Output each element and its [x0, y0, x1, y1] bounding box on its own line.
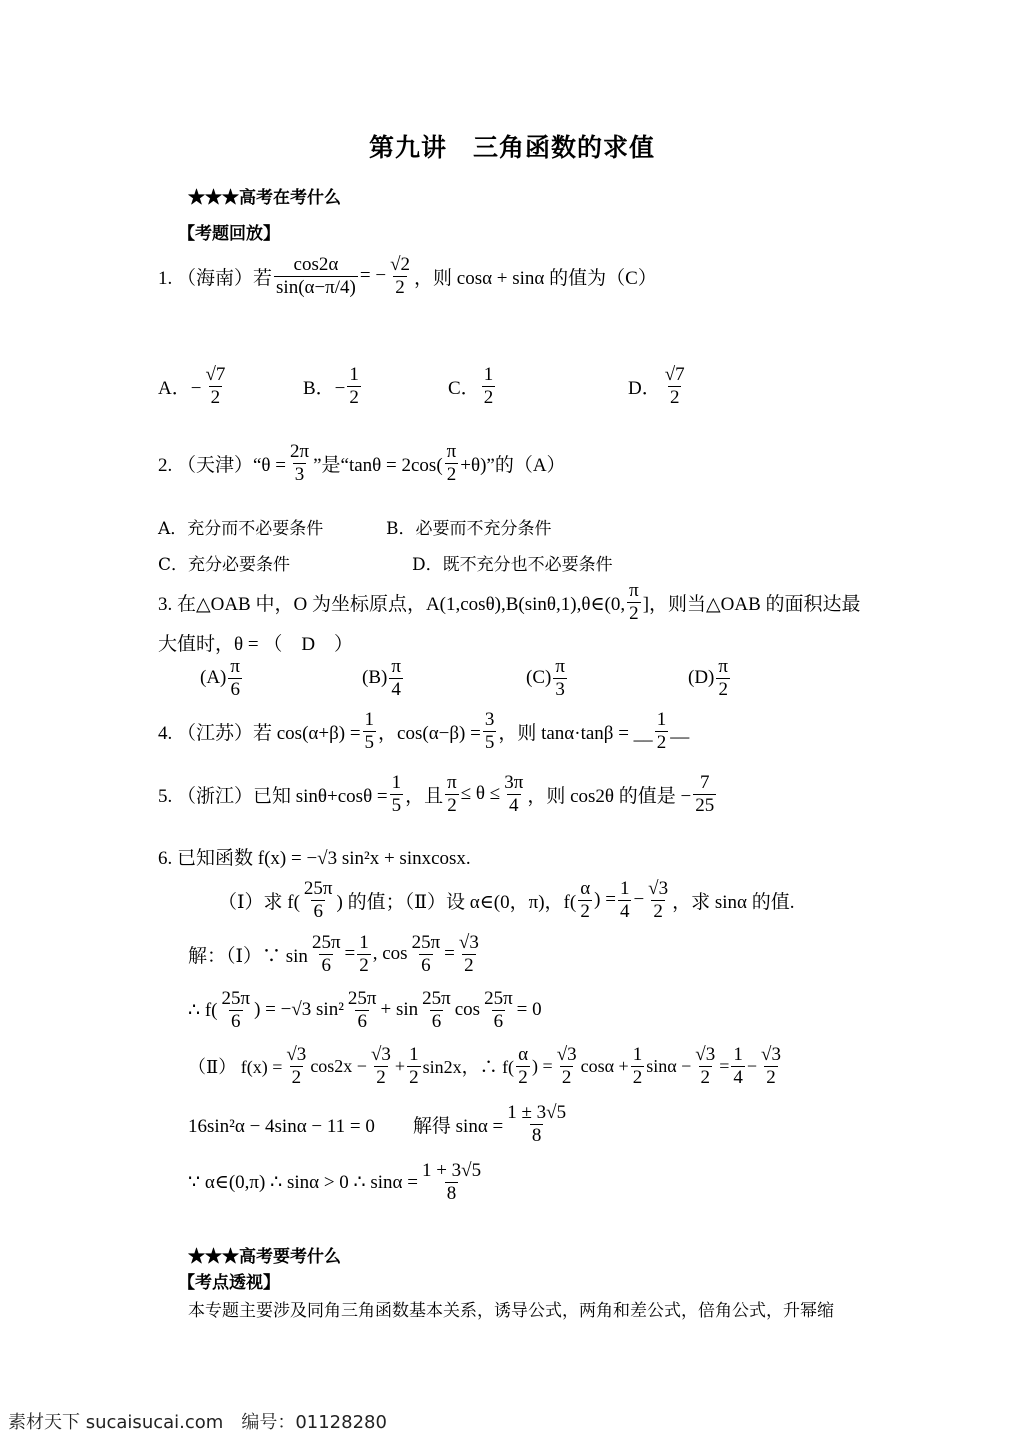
solution-step-3: （Ⅱ） f(x) = $\frac{√3}{2}$ cos2x − $\frac{√3}{2}$ + $\frac{1}{2}$ sin2x，∴ f( $\frac{\alpha}{2}$ ) = $\frac{√3}{2}$ cosα + $\frac{1}{2}$ sinα − $\frac{√3}{2}$ = $\frac{1}{4}$ − $\frac{√3}{2}$ — [188, 1044, 781, 1088]
page-title: 第九讲 三角函数的求值 — [368, 133, 655, 162]
watermark-text: 素材天下 sucaisucai.com 编号：01128280 — [8, 1412, 387, 1433]
q1-option-c: C． $\frac{1}{2}$ — [448, 364, 494, 408]
q2-option-d: D．既不充分也不必要条件 — [412, 555, 613, 575]
q1-rhs-fraction: $\frac{√2}{2}$ — [390, 254, 411, 298]
q1-option-b: B．− $\frac{1}{2}$ — [303, 364, 359, 408]
q1-fraction: $\frac{\cos 2\alpha}{\sin(\alpha-\pi/4)}$ — [276, 254, 356, 298]
q2-option-a: A．充分而不必要条件 — [158, 519, 324, 539]
q3-option-d: (D) $\frac{\pi}{2}$ — [688, 656, 728, 700]
question-2: 2. （天津）“θ = $\frac{2\pi}{3}$ ”是“tanθ = 2cos( $\frac{\pi}{2}$ +θ)”的（A） — [158, 441, 566, 485]
section-heading-exam-requirements: ★★★高考要考什么 — [188, 1247, 341, 1267]
question-1 — [158, 254, 657, 299]
question-6-parts: （Ⅰ）求 f( $\frac{25\pi}{6}$ ) 的值；（Ⅱ）设 α∈(0，π)，f( $\frac{\alpha}{2}$ ) = $\frac{1}{4}$ − $\frac{√3}{2}$ ，求 sinα 的值. — [218, 878, 795, 922]
q3-option-a: (A) $\frac{\pi}{6}$ — [200, 656, 240, 700]
q3-option-b: (B) $\frac{\pi}{4}$ — [362, 656, 401, 700]
q2-option-b: B．必要而不充分条件 — [386, 519, 552, 539]
paragraph-overview: 本专题主要涉及同角三角函数基本关系，诱导公式，两角和差公式，倍角公式，升幂缩 — [188, 1301, 834, 1321]
subheading-exam-review: 【考题回放】 — [178, 224, 280, 244]
solution-step-2: ∴ f( $\frac{25\pi}{6}$ ) = −√3 sin² $\frac{25\pi}{6}$ + sin $\frac{25\pi}{6}$ cos $\frac{25\pi}{6}$ = 0 — [188, 988, 542, 1032]
subheading-key-points: 【考点透视】 — [178, 1273, 280, 1293]
q3-option-c: (C) $\frac{\pi}{3}$ — [526, 656, 565, 700]
q1-option-d: D． $\frac{√7}{2}$ — [628, 364, 685, 408]
question-3-line2: 大值时，θ = （ D ） — [158, 634, 354, 655]
solution-step-4: 16sin²α − 4sinα − 11 = 0 解得 sinα = $\frac{1 \pm 3√5}{8}$ — [188, 1102, 567, 1146]
solution-step-1: 解：（Ⅰ）∵ sin $\frac{25\pi}{6}$ = $\frac{1}{2}$ , cos $\frac{25\pi}{6}$ = $\frac{√3}{2}$ — [188, 932, 479, 976]
question-5: 5. （浙江）已知 sinθ+cosθ = $\frac{1}{5}$ ，且 $\frac{\pi}{2}$ ≤ θ ≤ $\frac{3\pi}{4}$ ，则 cos2θ 的值是 − $\frac{7}{25}$ — [158, 772, 715, 816]
question-4: 4. （江苏）若 cos(α+β) = $\frac{1}{5}$ ，cos(α−β) = $\frac{3}{5}$ ，则 tanα·tanβ = __ $\frac{1}{2}$ __ — [158, 709, 690, 753]
q1-suffix: ，则 cosα + sinα 的值为（C） — [414, 267, 657, 289]
question-6-statement: 6. 已知函数 f(x) = −√3 sin²x + sinxcosx. — [158, 848, 471, 869]
section-heading-exam-focus: ★★★高考在考什么 — [188, 188, 341, 208]
q1-option-a: A．− $\frac{√7}{2}$ — [158, 364, 226, 408]
q1-equals: = − — [359, 265, 387, 287]
q2-option-c: C．充分必要条件 — [158, 555, 291, 575]
solution-step-5: ∵ α∈(0,π) ∴ sinα > 0 ∴ sinα = $\frac{1 + 3√5}{8}$ — [188, 1160, 482, 1204]
question-3-line1: 3. 在△OAB 中，O 为坐标原点，A(1,cosθ),B(sinθ,1),θ∈(0, $\frac{\pi}{2}$ ]，则当△OAB 的面积达最 — [158, 580, 861, 624]
q1-prefix: 1. （海南）若 — [158, 267, 273, 289]
